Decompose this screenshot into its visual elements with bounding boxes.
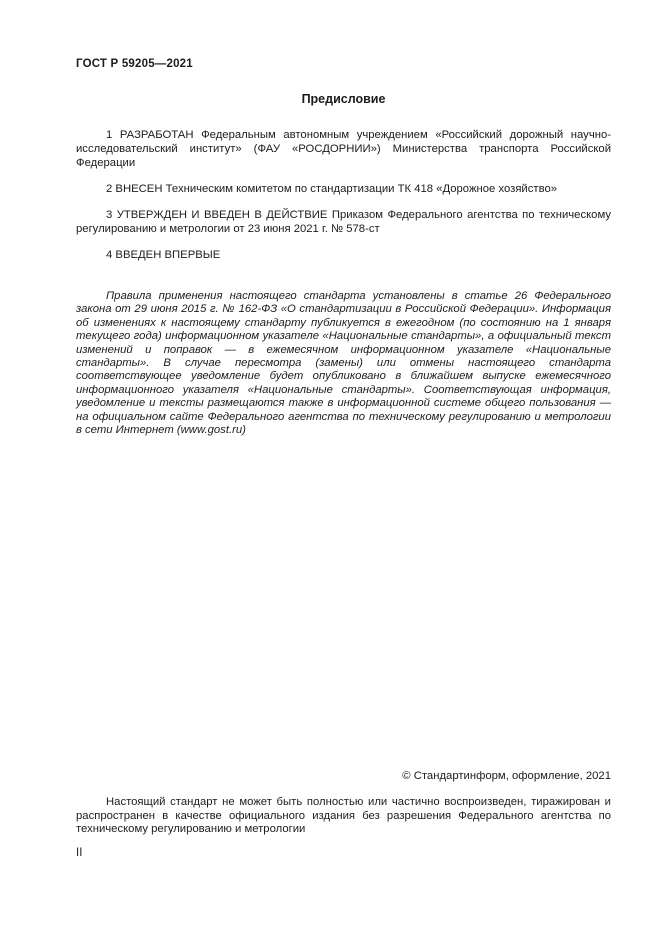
page-content: [76, 0, 611, 437]
copyright-line: © Стандартинформ, оформление, 2021: [402, 770, 611, 782]
foreword-item-1: 1 РАЗРАБОТАН Федеральным автономным учреждением «Российский дорожный научно-исследовательский институт» (ФАУ «РОСДОРНИИ») Министерства транспорта Российской Федерации: [76, 129, 611, 169]
page-number: II: [76, 847, 83, 859]
foreword-item-4: 4 ВВЕДЕН ВПЕРВЫЕ: [106, 249, 221, 261]
foreword-item-3: 3 УТВЕРЖДЕН И ВВЕДЕН В ДЕЙСТВИЕ Приказом Федерального агентства по техническому регулированию и метрологии от 23 июня 2021 г. № 578-ст: [76, 209, 611, 235]
document-code: ГОСТ Р 59205—2021: [76, 58, 193, 70]
reproduction-restriction-note: Настоящий стандарт не может быть полностью или частично воспроизведен, тиражирован и распространен в качестве официального издания без разрешения Федерального агентства по техническому регулированию и метрологии: [76, 796, 611, 836]
foreword-item-2: 2 ВНЕСЕН Техническим комитетом по стандартизации ТК 418 «Дорожное хозяйство»: [106, 183, 558, 195]
application-rules-note: Правила применения настоящего стандарта установлены в статье 26 Федерального закона от 29 июня 2015 г. № 162-ФЗ «О стандартизации в Российской Федерации». Информация об изменениях к настоящему стандарту публикуется в ежегодном (по состоянию на 1 января текущего года) информационном указателе «Национальные стандарты», а официальный текст изменений и поправок — в ежемесячном информационном указателе «Национальные стандарты». В случае пересмотра (замены) или отмены настоящего стандарта соответствующее уведомление будет опубликовано в ближайшем выпуске ежемесячного информационного указателя «Национальные стандарты». Соответствующая информация, уведомление и тексты размещаются также в информационной системе общего пользования — на официальном сайте Федерального агентства по техническому регулированию и метрологии в сети Интернет (www.gost.ru): [76, 290, 611, 437]
foreword-title: Предисловие: [301, 92, 386, 106]
